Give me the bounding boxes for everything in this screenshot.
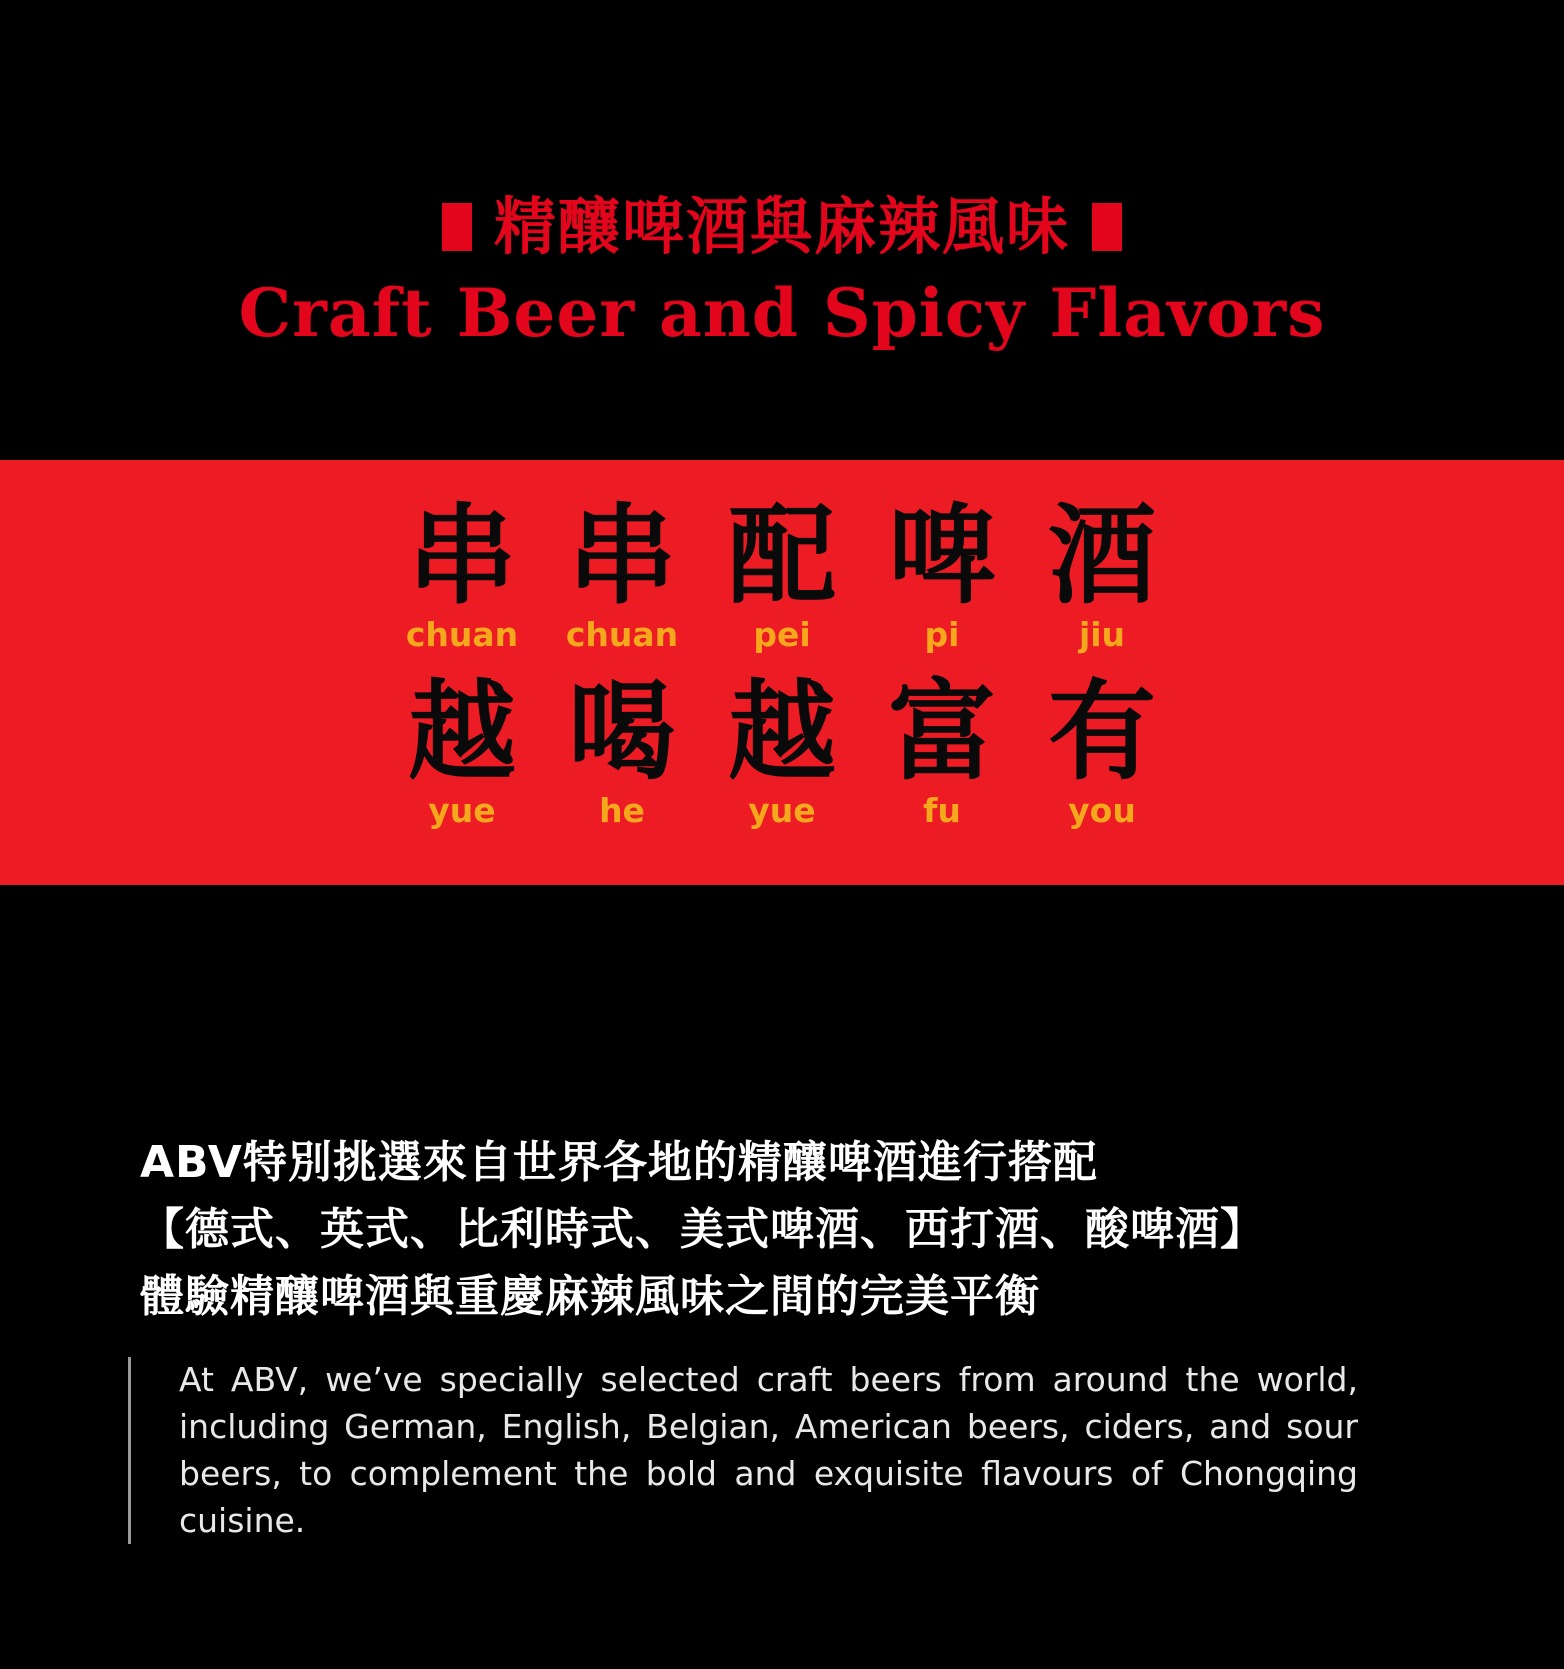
slogan-pinyin: fu xyxy=(923,791,961,831)
slogan-character: 串 xyxy=(407,494,516,619)
slogan-line-1 xyxy=(0,494,1564,655)
square-bullet-right-icon xyxy=(1092,203,1122,251)
chinese-description-line: 【德式、英式、比利時式、美式啤酒、西打酒、酸啤酒】 xyxy=(140,1203,1265,1255)
square-bullet-left-icon xyxy=(442,203,472,251)
slogan-pinyin: he xyxy=(599,791,645,831)
chinese-description-line: ABV特別挑選來自世界各地的精釀啤酒進行搭配 xyxy=(140,1137,1098,1188)
slogan-character-cell xyxy=(702,670,862,831)
slogan-character: 有 xyxy=(1047,670,1156,795)
poster-body xyxy=(0,885,1564,1669)
slogan-character: 配 xyxy=(727,494,836,619)
slogan-character-cell xyxy=(1022,494,1182,655)
slogan-pinyin: you xyxy=(1068,791,1136,831)
slogan-pinyin: jiu xyxy=(1078,615,1126,655)
english-description-paragraph: At ABV, we’ve specially selected craft beers from around the world, including German, English, Belgian, American beers, ciders, and sour beers, to complement the bold and exquisite flavours of Chongqing cuisine. xyxy=(179,1360,1358,1540)
slogan-pinyin: pi xyxy=(924,615,960,655)
slogan-pinyin: chuan xyxy=(405,615,519,655)
slogan-character-cell xyxy=(382,494,542,655)
slogan-character-cell xyxy=(862,494,1022,655)
slogan-character: 酒 xyxy=(1047,494,1156,619)
slogan-pinyin: pei xyxy=(753,615,811,655)
slogan-character-cell xyxy=(1022,670,1182,831)
slogan-pinyin: yue xyxy=(428,791,496,831)
slogan-line-2 xyxy=(0,670,1564,831)
slogan-character-cell xyxy=(542,670,702,831)
header-chinese-title-row xyxy=(442,190,1122,263)
chinese-description-block xyxy=(140,1130,1480,1331)
header-english-title: Craft Beer and Spicy Flavors xyxy=(238,274,1326,352)
slogan-character: 越 xyxy=(727,670,836,795)
slogan-character: 越 xyxy=(407,670,516,795)
slogan-character-cell xyxy=(542,494,702,655)
slogan-pinyin: chuan xyxy=(565,615,679,655)
slogan-character: 富 xyxy=(887,670,996,795)
header-chinese-title: 精釀啤酒與麻辣風味 xyxy=(493,190,1070,263)
red-slogan-banner xyxy=(0,460,1564,885)
english-description-block xyxy=(128,1357,1358,1544)
poster-header xyxy=(0,0,1564,460)
slogan-character: 喝 xyxy=(567,670,676,795)
slogan-character-cell xyxy=(862,670,1022,831)
slogan-character: 串 xyxy=(567,494,676,619)
slogan-character-cell xyxy=(702,494,862,655)
slogan-character-cell xyxy=(382,670,542,831)
chinese-description-line: 體驗精釀啤酒與重慶麻辣風味之間的完美平衡 xyxy=(140,1270,1040,1322)
slogan-character: 啤 xyxy=(887,494,996,619)
slogan-pinyin: yue xyxy=(748,791,816,831)
